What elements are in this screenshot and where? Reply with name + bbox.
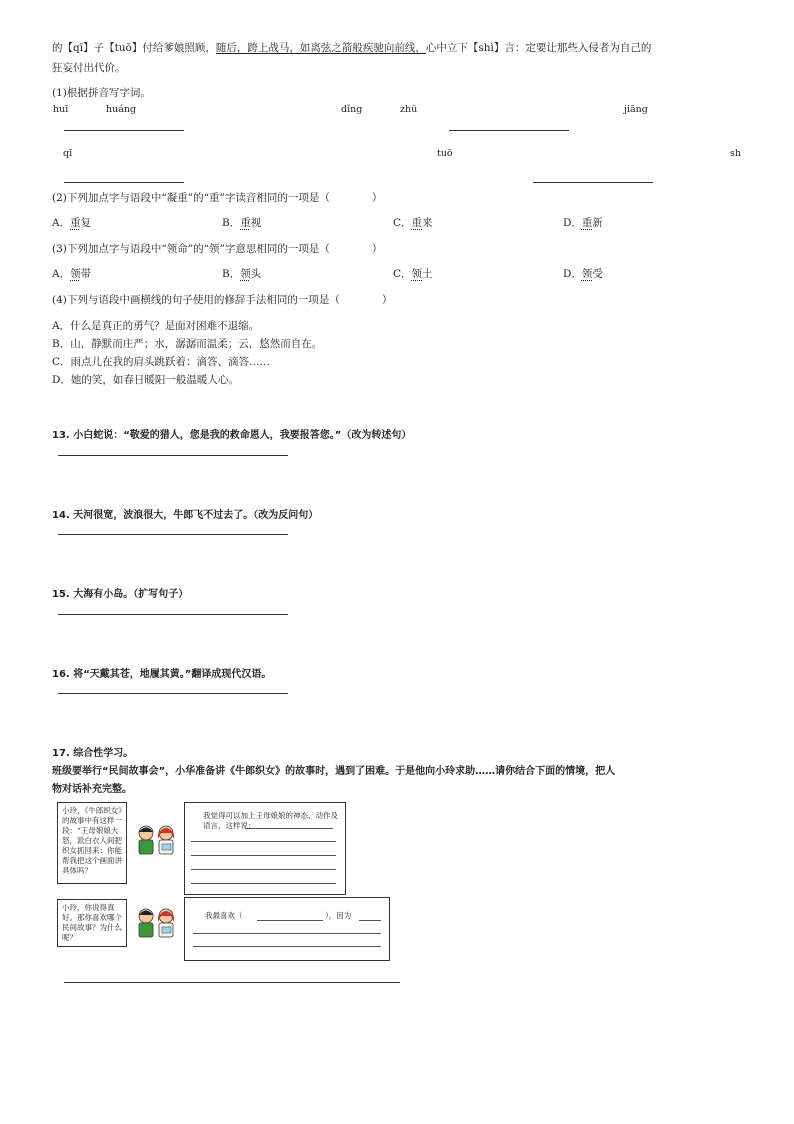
dialogue-1-left-text: 小玲，《牛郎织女》的故事中有这样一段：“王母娘娘大怒，派白衣人间把织女抓回来：你能帮我把这个画面讲具体吗？ [62, 806, 122, 875]
q12-sub4-option-b[interactable]: B．山，静默而庄严；水，潺潺而温柔；云，悠然而自在。 [52, 338, 323, 350]
pinyin-tuo: tuō [437, 148, 453, 159]
children-illustration-2 [133, 906, 181, 942]
dialogue-2-answer-line-1[interactable] [193, 933, 381, 934]
pinyin-huang: huáng [106, 104, 137, 115]
answer-line-tuo[interactable] [533, 182, 653, 183]
passage-line-1 [52, 40, 651, 55]
passage-text-a: 的【qī】子【tuō】付给爹娘照顾， [52, 42, 216, 54]
dialogue-2-answer-line-2[interactable] [193, 946, 381, 947]
dialogue-1-left-box [57, 802, 127, 884]
dialogue-1-right-box [184, 802, 346, 895]
q12-sub2-option-d[interactable]: D．重新 [563, 217, 603, 229]
dialogue-2-reason-inline-line[interactable] [359, 920, 381, 921]
q12-sub3-option-c[interactable]: C．领土 [393, 268, 433, 280]
pinyin-zhu: zhū [400, 104, 418, 115]
q14-answer-line[interactable] [58, 534, 288, 535]
q14-prompt: 14. 天河很宽，波浪很大，牛郎飞不过去了。（改为反问句） [52, 510, 319, 521]
q12-sub3-option-a[interactable]: A．领带 [52, 268, 92, 280]
q15-answer-line[interactable] [58, 614, 288, 615]
dialogue-1-inline-line[interactable] [245, 828, 333, 829]
q12-sub3-title: (3)下列加点字与语段中“领命”的“领”字意思相同的一项是（ ） [52, 243, 383, 255]
dialogue-2-right-text-b: ），因为 [325, 911, 352, 920]
dialogue-2-left-text: 小玲，你说得真好。那你喜欢哪个民间故事？为什么呢？ [62, 903, 122, 942]
children-illustration-1 [133, 823, 181, 859]
q17-answer-line[interactable] [64, 982, 400, 983]
q12-sub4-option-c[interactable]: C．雨点儿在我的肩头跳跃着：滴答、滴答…… [52, 356, 271, 368]
q12-sub4-title: (4)下列与语段中画横线的句子使用的修辞手法相同的一项是（ ） [52, 294, 393, 306]
dialogue-2-left-box [57, 899, 127, 947]
q12-sub4-option-a[interactable]: A．什么是真正的勇气？是面对困难不退缩。 [52, 320, 260, 332]
q16-answer-line[interactable] [58, 693, 288, 694]
dialogue-1-right-text: 我觉得可以加上王母娘娘的神态、动作及语言，这样说： [203, 811, 338, 830]
pinyin-hui: huī [53, 104, 69, 115]
q17-description-1: 班级要举行“民间故事会”，小华准备讲《牛郎织女》的故事时，遇到了困难。于是他向小玲求助……请你结合下面的情境，把人 [52, 766, 616, 777]
q12-sub3-option-b[interactable]: B．领头 [222, 268, 262, 280]
dialogue-1-answer-line-3[interactable] [191, 869, 336, 870]
passage-line-2: 狂妄付出代价。 [52, 62, 126, 74]
pinyin-sh: sh [730, 148, 741, 159]
q12-sub2-option-a[interactable]: A．重复 [52, 217, 92, 229]
q13-answer-line[interactable] [58, 455, 288, 456]
dialogue-2-favorite-story-line[interactable] [257, 920, 323, 921]
dialogue-1-answer-line-2[interactable] [191, 855, 336, 856]
pinyin-jiang: jiāng [624, 104, 648, 115]
pinyin-ding: dǐng [341, 104, 363, 115]
passage-text-b: 心中立下【shì】言：定要让那些入侵者为自己的 [425, 42, 652, 54]
q12-sub4-option-d[interactable]: D．她的笑，如春日暖阳一般温暖人心。 [52, 374, 239, 386]
pinyin-qi: qī [63, 148, 73, 159]
q12-sub2-option-c[interactable]: C．重来 [393, 217, 433, 229]
q12-sub3-option-d[interactable]: D．领受 [563, 268, 603, 280]
q17-title: 17. 综合性学习。 [52, 748, 134, 759]
passage-underlined-sentence: 随后，跨上战马，如离弦之箭般疾驰向前线， [215, 42, 426, 54]
q12-sub2-option-b[interactable]: B．重视 [222, 217, 262, 229]
q16-prompt: 16. 将“天戴其苍，地履其黄。”翻译成现代汉语。 [52, 669, 272, 680]
q15-prompt: 15. 大海有小岛。（扩写句子） [52, 589, 189, 600]
answer-line-qi[interactable] [64, 182, 184, 183]
q13-prompt: 13. 小白蛇说：“敬爱的猎人，您是我的救命恩人，我要报答您。”（改为转述句） [52, 430, 412, 441]
q12-sub2-title: (2)下列加点字与语段中“凝重”的“重”字读音相同的一项是（ ） [52, 192, 383, 204]
dialogue-1-answer-line-4[interactable] [191, 883, 336, 884]
dialogue-2-right-text-a: 我最喜欢（ [205, 911, 243, 920]
answer-line-dingzhu[interactable] [449, 130, 569, 131]
q17-description-2: 物对话补充完整。 [52, 784, 132, 795]
dialogue-2-right-box [184, 897, 390, 961]
answer-line-huihuang[interactable] [64, 130, 184, 131]
dialogue-1-answer-line-1[interactable] [191, 841, 336, 842]
q12-sub1-title: (1)根据拼音写字词。 [52, 87, 151, 99]
